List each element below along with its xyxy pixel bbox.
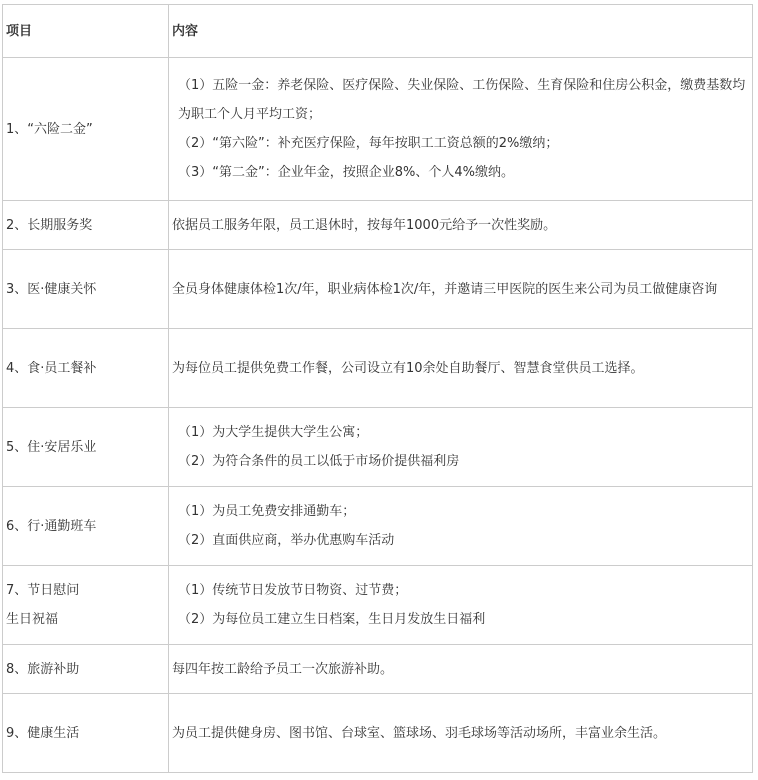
content-line: 全员身体健康体检1次/年，职业病体检1次/年，并邀请三甲医院的医生来公司为员工做健康咨询 [172, 281, 718, 297]
content-line: 为每位员工提供免费工作餐，公司设立有10余处自助餐厅、智慧食堂供员工选择。 [172, 360, 644, 376]
content-line: 每四年按工龄给予员工一次旅游补助。 [172, 661, 394, 677]
row-item [3, 58, 169, 201]
row-item [3, 329, 169, 408]
content-line: 依据员工服务年限，员工退休时，按每年1000元给予一次性奖励。 [172, 217, 557, 233]
content-line: （3）“第二金”：企业年金，按照企业8%、个人4%缴纳。 [178, 165, 514, 180]
item-text: 5、住·安居乐业 [6, 439, 97, 455]
benefits-table [2, 4, 753, 773]
row-item [3, 645, 169, 694]
row-content [169, 250, 753, 329]
item-text: 2、长期服务奖 [6, 217, 93, 233]
table-row [3, 250, 753, 329]
content-line: （2）为每位员工建立生日档案，生日月发放生日福利 [178, 612, 486, 627]
row-content [169, 694, 753, 773]
table-row [3, 487, 753, 566]
item-text: 7、节日慰问 [6, 583, 80, 598]
row-item [3, 250, 169, 329]
content-line: （1）为大学生提供大学生公寓； [178, 425, 369, 440]
header-item: 项目 [3, 5, 169, 58]
row-content [169, 645, 753, 694]
table-row [3, 58, 753, 201]
header-content: 内容 [169, 5, 753, 58]
row-content [169, 58, 753, 201]
table-row [3, 201, 753, 250]
row-content [169, 201, 753, 250]
content-line: （1）为员工免费安排通勤车； [178, 504, 356, 519]
table-row [3, 694, 753, 773]
row-item [3, 201, 169, 250]
content-line: （2）为符合条件的员工以低于市场价提供福利房 [178, 454, 460, 469]
content-line: （2）直面供应商，举办优惠购车活动 [178, 533, 395, 548]
table-row [3, 329, 753, 408]
row-content [169, 487, 753, 566]
content-line: （1）传统节日发放节日物资、过节费； [178, 583, 408, 598]
item-text: 生日祝福 [6, 612, 59, 627]
row-item [3, 408, 169, 487]
item-text: 1、“六险二金” [6, 121, 93, 137]
row-item [3, 694, 169, 773]
item-text: 3、医·健康关怀 [6, 281, 97, 297]
item-text: 9、健康生活 [6, 725, 80, 741]
content-line: （1）五险一金：养老保险、医疗保险、失业保险、工伤保险、生育保险和住房公积金，缴费基数均为职工个人月平均工资； [178, 78, 746, 122]
content-line: （2）“第六险”：补充医疗保险，每年按职工工资总额的2%缴纳； [178, 136, 559, 151]
table-row [3, 408, 753, 487]
content-line: 为员工提供健身房、图书馆、台球室、篮球场、羽毛球场等活动场所，丰富业余生活。 [172, 725, 667, 741]
item-text: 4、食·员工餐补 [6, 360, 97, 376]
row-content [169, 329, 753, 408]
row-content [169, 566, 753, 645]
row-content [169, 408, 753, 487]
row-item [3, 487, 169, 566]
row-item [3, 566, 169, 645]
table-row [3, 566, 753, 645]
table-header-row [3, 5, 753, 58]
table-row [3, 645, 753, 694]
item-text: 6、行·通勤班车 [6, 518, 97, 534]
item-text: 8、旅游补助 [6, 661, 80, 677]
